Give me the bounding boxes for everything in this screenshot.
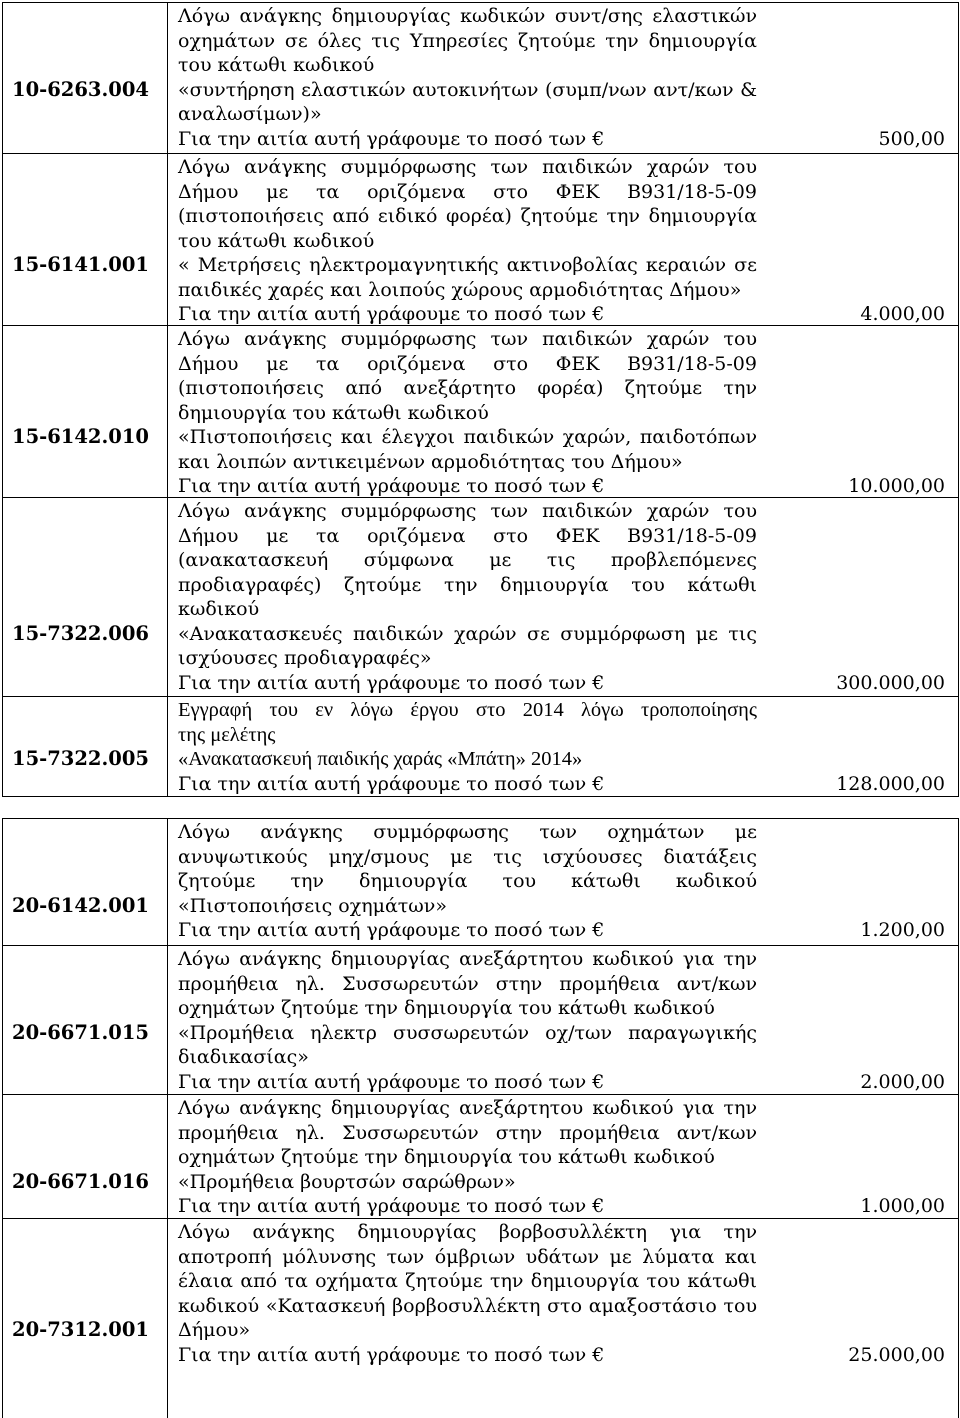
amount-label: Για την αιτία αυτή γράφουμε το ποσό των € — [178, 671, 605, 694]
budget-code: 20-6671.015 — [3, 946, 168, 1094]
description-line: «Πιστοποιήσεις οχημάτων» — [178, 894, 447, 917]
description-cell — [168, 1219, 958, 1418]
description-line: Λόγω ανάγκης συμμόρφωσης των παιδικών χαρών του — [178, 328, 757, 350]
description-line: διαδικασίας» — [178, 1046, 309, 1068]
description-cell — [168, 498, 958, 696]
table-row — [3, 3, 958, 153]
amount-value: 4.000,00 — [860, 303, 945, 325]
description-line: οχημάτων ζητούμε την δημιουργία του κάτωθι κωδικού — [178, 997, 715, 1019]
description-line: Λόγω ανάγκης συμμόρφωσης των παιδικών χαρών του — [178, 500, 757, 522]
description-cell — [168, 1095, 958, 1218]
description-line: δημιουργία του κάτωθι κωδικού — [178, 401, 489, 424]
amount-value: 1.200,00 — [860, 919, 945, 941]
description-cell — [168, 819, 958, 945]
table-row — [3, 696, 958, 796]
description-line: Λόγω ανάγκης δημιουργίας ανεξάρτητου κωδικού για την — [178, 948, 757, 970]
description-line: του κάτωθι κωδικού — [178, 54, 375, 76]
description-line: «συντήρηση ελαστικών αυτοκινήτων (συμπ/νων αντ/κων & — [178, 78, 757, 101]
budget-code: 15-7322.006 — [3, 498, 168, 696]
amount-line — [178, 1070, 945, 1095]
description-line: έλαια από τα οχήματα ζητούμε την δημιουργία του κάτωθι — [178, 1270, 757, 1292]
description-line: κωδικού — [178, 598, 260, 620]
description-line: οχημάτων σε όλες τις Υπηρεσίες ζητούμε την δημιουργία — [178, 29, 757, 52]
description-line: Δήμου» — [178, 1319, 251, 1341]
amount-label: Για την αιτία αυτή γράφουμε το ποσό των € — [178, 772, 605, 795]
description-line: (πιστοποιήσεις από ανεξάρτητο φορέα) ζητούμε την — [178, 377, 757, 399]
description-line: (ανακατασκευή σύμφωνα με τις προβλεπόμενες — [178, 549, 757, 571]
description-cell — [168, 154, 958, 325]
description-line: «Προμήθεια ηλεκτρ συσσωρευτών οχ/των παραγωγικής — [178, 1021, 757, 1044]
description-line: « Μετρήσεις ηλεκτρομαγνητικής ακτινοβολίας κεραιών σε — [178, 254, 757, 276]
description-line: ανυψωτικούς μηχ/σμους με τις ισχύουσες διατάξεις — [178, 845, 757, 868]
table-row — [3, 819, 958, 945]
table-row — [3, 153, 958, 325]
budget-code: 20-6671.016 — [3, 1095, 168, 1218]
description-line: ισχύουσες προδιαγραφές» — [178, 647, 432, 669]
table-row — [3, 1094, 958, 1218]
description-line: Λόγω ανάγκης συμμόρφωσης των παιδικών χαρών του — [178, 156, 757, 178]
description-cell — [168, 946, 958, 1094]
amount-label: Για την αιτία αυτή γράφουμε το ποσό των € — [178, 475, 605, 497]
description-line: (πιστοποιήσεις από ειδικό φορέα) ζητούμε την δημιουργία — [178, 205, 757, 227]
amount-line — [178, 671, 945, 696]
description-line: παιδικές χαρές και λοιπούς χώρους αρμοδιότητας Δήμου» — [178, 278, 742, 301]
amount-value: 2.000,00 — [860, 1070, 945, 1093]
description-line: οχημάτων ζητούμε την δημιουργία του κάτωθι κωδικού — [178, 1146, 715, 1168]
amount-label: Για την αιτία αυτή γράφουμε το ποσό των € — [178, 1070, 605, 1093]
amount-value: 1.000,00 — [860, 1195, 945, 1217]
amount-line — [178, 1194, 945, 1218]
amount-value: 500,00 — [878, 127, 945, 150]
description-line: «Πιστοποιήσεις και έλεγχοι παιδικών χαρών, παιδοτόπων — [178, 426, 757, 448]
budget-code: 20-7312.001 — [3, 1219, 168, 1418]
budget-code: 15-6142.010 — [3, 326, 168, 497]
amount-line — [178, 918, 945, 943]
description-line: Λόγω ανάγκης δημιουργίας ανεξάρτητου κωδικού για την — [178, 1097, 757, 1119]
table-row — [3, 1218, 958, 1418]
amount-line — [178, 302, 945, 325]
description-line: Δήμου με τα οριζόμενα στο ΦΕΚ Β931/18-5-09 — [178, 524, 757, 547]
description-line: «Ανακατασκευές παιδικών χαρών σε συμμόρφωση με τις — [178, 622, 757, 645]
description-line: κωδικού «Κατασκευή βορβοσυλλέκτη στο αμαξοστάσιο του — [178, 1294, 757, 1317]
budget-table-2 — [2, 818, 959, 1418]
amount-value: 10.000,00 — [848, 475, 945, 497]
description-line: της μελέτης — [178, 723, 276, 746]
description-line: προμήθεια ηλ. Συσσωρευτών στην προμήθεια αντ/κων — [178, 1121, 757, 1144]
amount-value: 25.000,00 — [848, 1343, 945, 1366]
description-line: και λοιπών αντικειμένων αρμοδιότητας του Δήμου» — [178, 450, 683, 473]
budget-code: 20-6142.001 — [3, 819, 168, 945]
amount-value: 300.000,00 — [836, 671, 945, 694]
description-line: του κάτωθι κωδικού — [178, 229, 375, 252]
description-line: Λόγω ανάγκης δημιουργίας βορβοσυλλέκτη για την — [178, 1221, 757, 1243]
amount-label: Για την αιτία αυτή γράφουμε το ποσό των € — [178, 919, 605, 941]
description-line: αναλωσίμων)» — [178, 103, 322, 125]
budget-table-1 — [2, 2, 959, 797]
amount-label: Για την αιτία αυτή γράφουμε το ποσό των € — [178, 1343, 605, 1366]
table-row — [3, 945, 958, 1094]
table-row — [3, 325, 958, 497]
description-line: Λόγω ανάγκης συμμόρφωσης των οχημάτων με — [178, 821, 757, 843]
table-row — [3, 497, 958, 696]
amount-label: Για την αιτία αυτή γράφουμε το ποσό των € — [178, 1195, 605, 1217]
amount-line — [178, 127, 945, 152]
description-line: ζητούμε την δημιουργία του κάτωθι κωδικού — [178, 870, 757, 892]
amount-line — [178, 1343, 945, 1368]
description-line: «Ανακατασκευή παιδικής χαράς «Μπάτη» 2014» — [178, 748, 583, 770]
description-line: Εγγραφή του εν λόγω έργου στο 2014 λόγω τροποποίησης — [178, 699, 757, 721]
amount-line — [178, 772, 945, 797]
description-cell — [168, 3, 958, 153]
budget-code: 15-7322.005 — [3, 697, 168, 796]
description-line: «Προμήθεια βουρτσών σαρώθρων» — [178, 1170, 516, 1193]
description-line: αποτροπή μόλυνσης των όμβριων υδάτων με λύματα και — [178, 1245, 757, 1268]
description-line: προμήθεια ηλ. Συσσωρευτών στην προμήθεια αντ/κων — [178, 972, 757, 995]
amount-value: 128.000,00 — [836, 772, 945, 795]
description-line: προδιαγραφές) ζητούμε την δημιουργία του κάτωθι — [178, 573, 757, 596]
description-line: Δήμου με τα οριζόμενα στο ΦΕΚ Β931/18-5-09 — [178, 352, 757, 375]
amount-line — [178, 474, 945, 497]
description-line: Δήμου με τα οριζόμενα στο ΦΕΚ Β931/18-5-09 — [178, 180, 757, 203]
description-cell — [168, 326, 958, 497]
description-line: Λόγω ανάγκης δημιουργίας κωδικών συντ/σης ελαστικών — [178, 5, 757, 27]
amount-label: Για την αιτία αυτή γράφουμε το ποσό των € — [178, 303, 605, 325]
budget-code: 15-6141.001 — [3, 154, 168, 325]
amount-label: Για την αιτία αυτή γράφουμε το ποσό των € — [178, 127, 605, 150]
description-cell — [168, 697, 958, 796]
budget-code: 10-6263.004 — [3, 3, 168, 153]
